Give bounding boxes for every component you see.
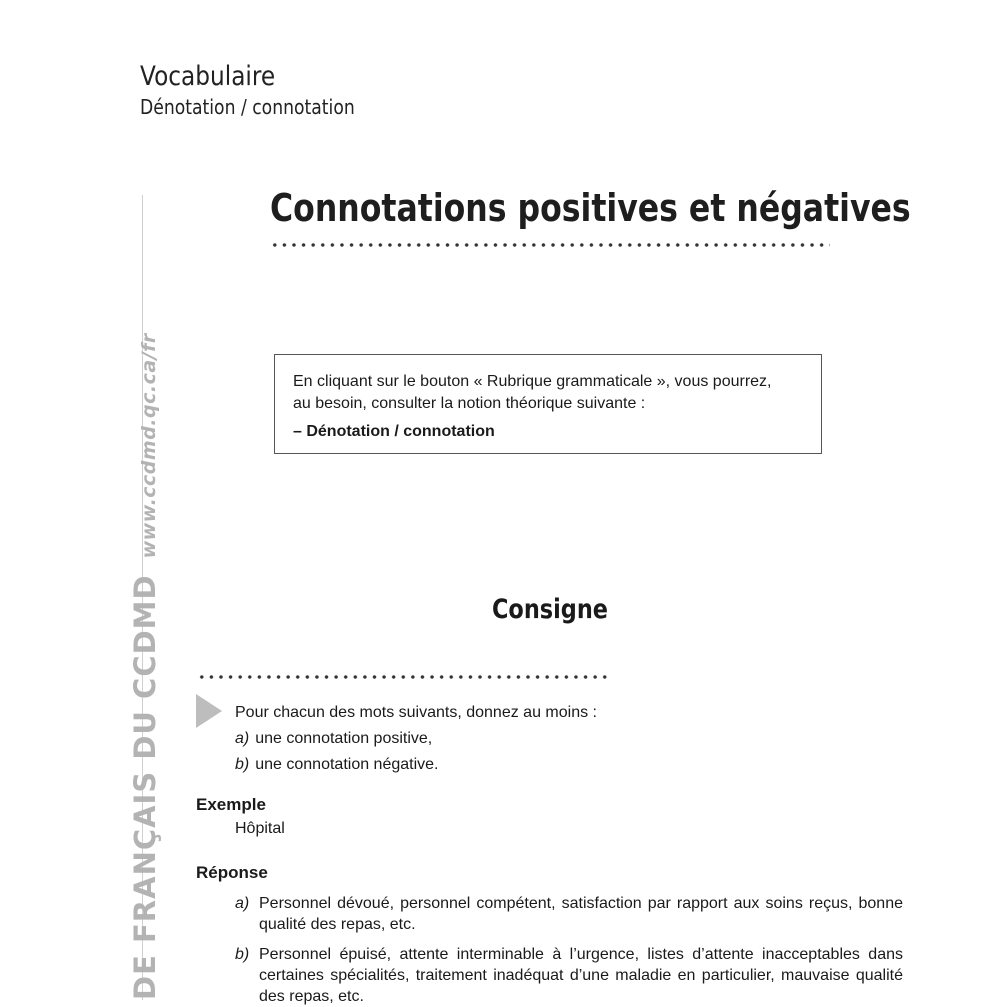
response-item-b [235, 944, 903, 1007]
info-line-1: En cliquant sur le bouton « Rubrique grammaticale », vous pourrez, [293, 373, 772, 390]
info-box [274, 354, 822, 454]
consigne-dotted-rule [197, 675, 607, 679]
item-marker: b) [235, 756, 250, 773]
brand-url: www.ccdmd.qc.ca/fr [138, 333, 160, 559]
item-marker: a) [235, 895, 250, 912]
item-text: une connotation négative. [255, 756, 439, 773]
item-text: une connotation positive, [255, 730, 433, 747]
example-heading: Exemple [196, 795, 266, 814]
consigne-item-b [235, 752, 439, 778]
item-text: Personnel épuisé, attente interminable à l’urgence, listes d’attente inacceptables dans certaines spécialités, traitement inadéquat d’une maladie en particulier, mauvaise qualité des repas, etc. [259, 946, 903, 1005]
info-notion-item: – Dénotation / connotation [293, 423, 495, 440]
example-word: Hôpital [235, 820, 285, 837]
running-header [140, 60, 390, 120]
subsection-label: Dénotation / connotation [140, 95, 355, 119]
page-title: Connotations positives et négatives [270, 186, 911, 230]
item-text: Personnel dévoué, personnel compétent, satisfaction par rapport aux soins reçus, bonne qualité des repas, etc. [259, 895, 903, 933]
instruction-text: Pour chacun des mots suivants, donnez au moins : [235, 704, 597, 721]
consigne-item-a [235, 726, 432, 752]
response-item-a [235, 893, 903, 935]
info-line-2: au besoin, consulter la notion théorique suivante : [293, 395, 646, 412]
consigne-heading: Consigne [491, 594, 609, 625]
side-branding [128, 333, 162, 1000]
item-marker: a) [235, 730, 250, 747]
arrow-right-icon [196, 694, 222, 728]
title-dotted-rule [270, 243, 830, 247]
section-label: Vocabulaire [140, 61, 276, 92]
brand-text: DE FRANÇAIS DU CCDMD [128, 574, 162, 1000]
response-heading: Réponse [196, 863, 268, 882]
item-marker: b) [235, 946, 250, 963]
